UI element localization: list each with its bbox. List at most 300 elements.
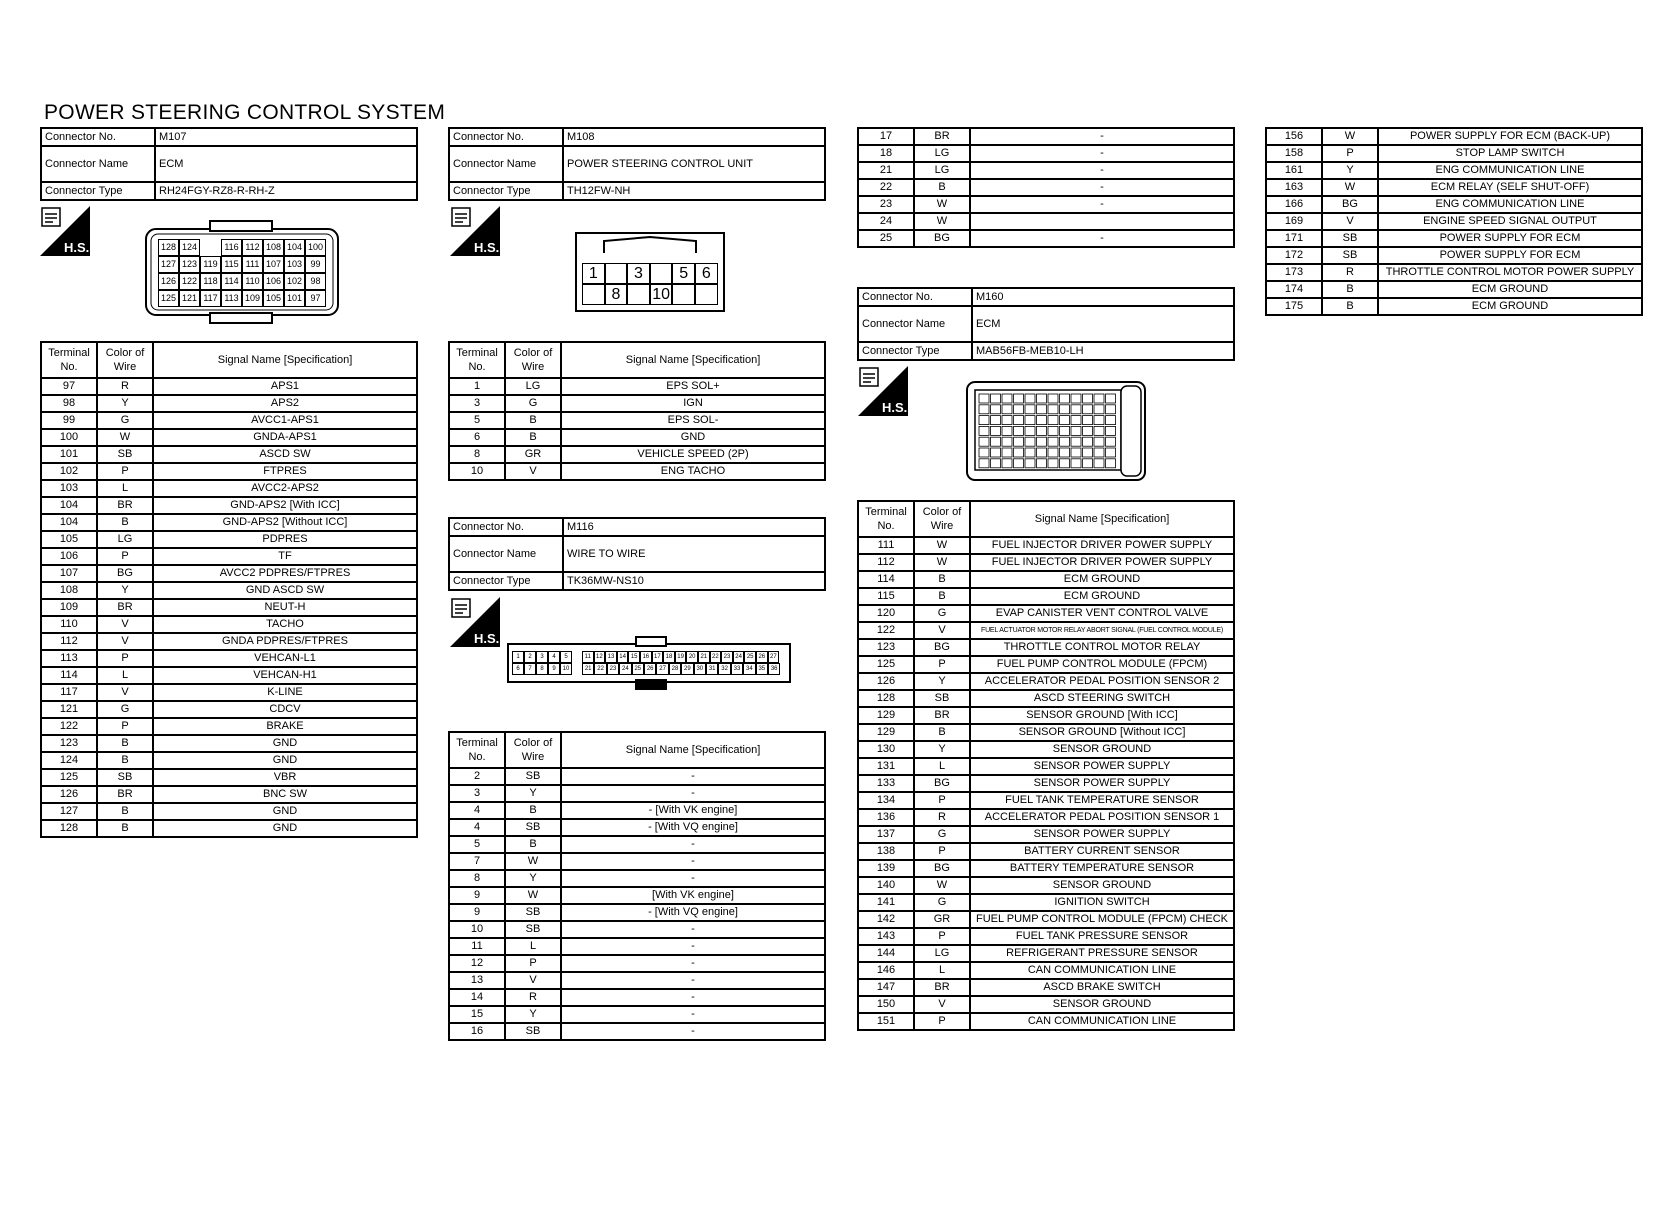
wire-color-cell: G [97, 412, 153, 429]
table-row [858, 622, 1234, 639]
connector-pin: 122 [179, 273, 200, 290]
wire-color-cell: Y [1322, 162, 1378, 179]
signal-name-cell: FUEL INJECTOR DRIVER POWER SUPPLY [970, 554, 1234, 571]
table-row [858, 979, 1234, 996]
signal-name-cell: SENSOR POWER SUPPLY [970, 775, 1234, 792]
terminal-cell: 114 [858, 571, 914, 588]
signal-name-cell: GND-APS2 [With ICC] [153, 497, 417, 514]
terminal-cell: 24 [858, 213, 914, 230]
header-signal: Signal Name [Specification] [561, 732, 825, 768]
wire-color-cell: B [97, 752, 153, 769]
connector-pin: 11 [582, 651, 594, 663]
terminal-cell: 150 [858, 996, 914, 1013]
table-row [858, 809, 1234, 826]
table-row [41, 582, 417, 599]
connector-pin: 101 [284, 290, 305, 307]
table-row [858, 962, 1234, 979]
terminal-cell: 102 [41, 463, 97, 480]
connector-pin: 20 [686, 651, 698, 663]
signal-name-cell: ACCELERATOR PEDAL POSITION SENSOR 2 [970, 673, 1234, 690]
connector-pin: 3 [627, 263, 650, 284]
connector-pin: 18 [663, 651, 675, 663]
table-row [41, 667, 417, 684]
terminal-cell: 8 [449, 870, 505, 887]
table-row [449, 972, 825, 989]
signal-name-cell: APS1 [153, 378, 417, 395]
table-row [41, 531, 417, 548]
connector-pin: 115 [221, 256, 242, 273]
table-row [858, 877, 1234, 894]
table-row [858, 758, 1234, 775]
wire-color-cell: P [914, 792, 970, 809]
table-row [449, 921, 825, 938]
table-row [1266, 281, 1642, 298]
terminal-cell: 10 [449, 921, 505, 938]
wire-color-cell: B [914, 179, 970, 196]
signal-name-cell: ENG COMMUNICATION LINE [1378, 162, 1642, 179]
signal-name-cell: CDCV [153, 701, 417, 718]
signal-name-cell: NEUT-H [153, 599, 417, 616]
m108-connector-face [574, 231, 726, 313]
wire-color-cell: B [505, 429, 561, 446]
connector-pin: 111 [242, 256, 263, 273]
connector-pin: 114 [221, 273, 242, 290]
signal-name-cell: ECM RELAY (SELF SHUT-OFF) [1378, 179, 1642, 196]
signal-name-cell: ECM GROUND [1378, 298, 1642, 315]
m116-connector-name: WIRE TO WIRE [563, 536, 825, 572]
wire-color-cell: V [97, 633, 153, 650]
signal-name-cell: GNDA-APS1 [153, 429, 417, 446]
wire-color-cell: G [914, 894, 970, 911]
connector-pin: 8 [536, 663, 548, 675]
wire-color-cell: W [97, 429, 153, 446]
label-connector-no: Connector No. [449, 128, 563, 146]
connector-pin: 25 [744, 651, 756, 663]
terminal-cell: 4 [449, 802, 505, 819]
connector-pin: 127 [158, 256, 179, 273]
signal-name-cell: FTPRES [153, 463, 417, 480]
signal-name-cell: AVCC2-APS2 [153, 480, 417, 497]
connector-pin: 31 [706, 663, 718, 675]
connector-pin: 121 [179, 290, 200, 307]
signal-name-cell: - [With VK engine] [561, 802, 825, 819]
signal-name-cell: VBR [153, 769, 417, 786]
wire-color-cell: P [914, 656, 970, 673]
terminal-cell: 123 [41, 735, 97, 752]
signal-name-cell: EVAP CANISTER VENT CONTROL VALVE [970, 605, 1234, 622]
m107-connector-name: ECM [155, 146, 417, 182]
wire-color-cell: SB [505, 904, 561, 921]
table-row [41, 769, 417, 786]
table-row [1266, 145, 1642, 162]
wire-color-cell: G [914, 605, 970, 622]
label-connector-type: Connector Type [858, 342, 972, 360]
signal-name-cell: THROTTLE CONTROL MOTOR RELAY [970, 639, 1234, 656]
table-row [858, 928, 1234, 945]
terminal-cell: 138 [858, 843, 914, 860]
label-connector-name: Connector Name [449, 536, 563, 572]
terminal-cell: 140 [858, 877, 914, 894]
table-row [858, 656, 1234, 673]
table-row [1266, 213, 1642, 230]
terminal-cell: 11 [449, 938, 505, 955]
table-row [449, 429, 825, 446]
connector-pin: 23 [607, 663, 619, 675]
svg-text:H.S.: H.S. [882, 400, 908, 415]
connector-pin [605, 263, 628, 284]
wire-color-cell: W [1322, 179, 1378, 196]
table-row [858, 860, 1234, 877]
terminal-cell: 133 [858, 775, 914, 792]
terminal-cell: 4 [449, 819, 505, 836]
connector-pin: 110 [242, 273, 263, 290]
terminal-cell: 143 [858, 928, 914, 945]
connector-pin: 8 [605, 284, 628, 305]
header-color: Color of Wire [505, 342, 561, 378]
terminal-cell: 100 [41, 429, 97, 446]
terminal-cell: 18 [858, 145, 914, 162]
signal-name-cell: - [561, 768, 825, 785]
terminal-cell: 125 [858, 656, 914, 673]
signal-name-cell: FUEL INJECTOR DRIVER POWER SUPPLY [970, 537, 1234, 554]
connector-pin: 17 [652, 651, 664, 663]
table-row [449, 1023, 825, 1040]
wire-color-cell: Y [505, 1006, 561, 1023]
header-color: Color of Wire [505, 732, 561, 768]
signal-name-cell: EPS SOL- [561, 412, 825, 429]
signal-name-cell: - [970, 162, 1234, 179]
table-row [858, 775, 1234, 792]
label-connector-name: Connector Name [449, 146, 563, 182]
wire-color-cell: B [97, 820, 153, 837]
terminal-cell: 1 [449, 378, 505, 395]
connector-pin: 36 [768, 663, 780, 675]
terminal-cell: 6 [449, 429, 505, 446]
terminal-cell: 7 [449, 853, 505, 870]
terminal-cell: 104 [41, 514, 97, 531]
m160-terminal-table [857, 500, 1235, 1031]
signal-name-cell: VEHCAN-L1 [153, 650, 417, 667]
wire-color-cell: BG [1322, 196, 1378, 213]
signal-name-cell: - [561, 921, 825, 938]
table-row [41, 378, 417, 395]
terminal-cell: 117 [41, 684, 97, 701]
wire-color-cell: BG [914, 860, 970, 877]
m108-connector-no: M108 [563, 128, 825, 146]
signal-name-cell: ECM GROUND [970, 571, 1234, 588]
connector-pin: 113 [221, 290, 242, 307]
wire-color-cell: R [97, 378, 153, 395]
signal-name-cell: CAN COMMUNICATION LINE [970, 962, 1234, 979]
table-row [41, 820, 417, 837]
connector-pin: 97 [305, 290, 326, 307]
signal-name-cell: FUEL TANK PRESSURE SENSOR [970, 928, 1234, 945]
terminal-cell: 5 [449, 836, 505, 853]
table-row [41, 616, 417, 633]
m116-connector-info [448, 517, 826, 591]
terminal-cell: 122 [41, 718, 97, 735]
table-row [449, 819, 825, 836]
label-connector-no: Connector No. [858, 288, 972, 306]
wire-color-cell: V [97, 684, 153, 701]
terminal-cell: 112 [41, 633, 97, 650]
terminal-cell: 151 [858, 1013, 914, 1030]
label-connector-type: Connector Type [41, 182, 155, 200]
table-row [41, 412, 417, 429]
wire-color-cell: V [97, 616, 153, 633]
terminal-cell: 130 [858, 741, 914, 758]
signal-name-cell: GND ASCD SW [153, 582, 417, 599]
signal-name-cell: APS2 [153, 395, 417, 412]
table-row [41, 599, 417, 616]
wire-color-cell: P [914, 843, 970, 860]
connector-pin: 3 [536, 651, 548, 663]
wire-color-cell: W [505, 887, 561, 904]
connector-pin: 15 [628, 651, 640, 663]
wire-color-cell: BG [914, 639, 970, 656]
signal-name-cell: SENSOR GROUND [970, 741, 1234, 758]
wire-color-cell: W [914, 554, 970, 571]
table-row [858, 537, 1234, 554]
connector-pin: 25 [632, 663, 644, 675]
terminal-cell: 15 [449, 1006, 505, 1023]
connector-pin: 16 [640, 651, 652, 663]
terminal-cell: 99 [41, 412, 97, 429]
connector-pin: 105 [263, 290, 284, 307]
wire-color-cell: B [505, 836, 561, 853]
terminal-cell: 10 [449, 463, 505, 480]
terminal-cell: 111 [858, 537, 914, 554]
m116-terminal-table [448, 731, 826, 1041]
connector-pin: 100 [305, 239, 326, 256]
wire-color-cell: L [914, 962, 970, 979]
signal-name-cell: ASCD STEERING SWITCH [970, 690, 1234, 707]
table-row [449, 989, 825, 1006]
table-row [41, 684, 417, 701]
terminal-cell: 123 [858, 639, 914, 656]
table-row [41, 633, 417, 650]
connector-pin: 126 [158, 273, 179, 290]
signal-name-cell: BATTERY TEMPERATURE SENSOR [970, 860, 1234, 877]
connector-pin [582, 284, 605, 305]
wire-color-cell: B [1322, 281, 1378, 298]
table-row [858, 588, 1234, 605]
terminal-cell: 127 [41, 803, 97, 820]
connector-pin: 29 [681, 663, 693, 675]
connector-pin: 117 [200, 290, 221, 307]
signal-name-cell: - [970, 179, 1234, 196]
terminal-cell: 2 [449, 768, 505, 785]
table-row [449, 904, 825, 921]
terminal-cell: 110 [41, 616, 97, 633]
signal-name-cell: FUEL ACTUATOR MOTOR RELAY ABORT SIGNAL (FUEL CONTROL MODULE) [970, 622, 1234, 639]
m160-terminal-table-continued [1265, 127, 1643, 316]
wire-color-cell: LG [914, 162, 970, 179]
wire-color-cell: P [914, 1013, 970, 1030]
wire-color-cell: Y [97, 395, 153, 412]
wire-color-cell: GR [914, 911, 970, 928]
harness-side-icon [858, 366, 908, 416]
terminal-cell: 174 [1266, 281, 1322, 298]
table-row [449, 836, 825, 853]
terminal-cell: 128 [858, 690, 914, 707]
wire-color-cell: Y [914, 673, 970, 690]
wire-color-cell: P [97, 463, 153, 480]
connector-pin: 6 [512, 663, 524, 675]
wire-color-cell: W [505, 853, 561, 870]
terminal-cell: 8 [449, 446, 505, 463]
terminal-cell: 3 [449, 785, 505, 802]
connector-pin: 9 [548, 663, 560, 675]
terminal-cell: 161 [1266, 162, 1322, 179]
terminal-cell: 134 [858, 792, 914, 809]
wire-color-cell: W [914, 537, 970, 554]
table-row [449, 1006, 825, 1023]
signal-name-cell: - [561, 785, 825, 802]
table-row [858, 1013, 1234, 1030]
terminal-cell: 112 [858, 554, 914, 571]
wire-color-cell: R [914, 809, 970, 826]
connector-pin: 10 [560, 663, 572, 675]
wire-color-cell: BG [914, 230, 970, 247]
connector-pin: 1 [582, 263, 605, 284]
signal-name-cell: GND [153, 735, 417, 752]
connector-pin [672, 284, 695, 305]
table-row [858, 571, 1234, 588]
terminal-cell: 113 [41, 650, 97, 667]
signal-name-cell: - [561, 972, 825, 989]
terminal-cell: 137 [858, 826, 914, 843]
table-row [858, 843, 1234, 860]
terminal-cell: 126 [41, 786, 97, 803]
connector-pin: 24 [619, 663, 631, 675]
wire-color-cell: G [914, 826, 970, 843]
connector-pin: 27 [768, 651, 780, 663]
connector-pin: 26 [644, 663, 656, 675]
signal-name-cell: TF [153, 548, 417, 565]
table-row [858, 179, 1234, 196]
m160-connector-name: ECM [972, 306, 1234, 342]
terminal-cell: 156 [1266, 128, 1322, 145]
signal-name-cell: ECM GROUND [970, 588, 1234, 605]
connector-pin: 2 [524, 651, 536, 663]
signal-name-cell: BRAKE [153, 718, 417, 735]
terminal-cell: 115 [858, 588, 914, 605]
table-row [858, 911, 1234, 928]
signal-name-cell: - [970, 196, 1234, 213]
wire-color-cell: SB [505, 819, 561, 836]
table-row [449, 412, 825, 429]
signal-name-cell: VEHCAN-H1 [153, 667, 417, 684]
connector-pin: 1 [512, 651, 524, 663]
table-row [449, 887, 825, 904]
header-terminal: Terminal No. [449, 342, 505, 378]
terminal-cell: 171 [1266, 230, 1322, 247]
signal-name-cell: - [With VQ engine] [561, 819, 825, 836]
m107-connector-face [144, 219, 340, 325]
terminal-cell: 9 [449, 904, 505, 921]
label-connector-no: Connector No. [41, 128, 155, 146]
signal-name-cell: - [561, 955, 825, 972]
table-row [858, 213, 1234, 230]
connector-pin: 112 [242, 239, 263, 256]
terminal-cell: 142 [858, 911, 914, 928]
table-row [41, 565, 417, 582]
terminal-cell: 25 [858, 230, 914, 247]
table-row [41, 650, 417, 667]
header-signal: Signal Name [Specification] [561, 342, 825, 378]
table-row [1266, 128, 1642, 145]
connector-pin: 30 [694, 663, 706, 675]
wire-color-cell: BR [97, 497, 153, 514]
wire-color-cell: LG [97, 531, 153, 548]
connector-pin: 21 [582, 663, 594, 675]
table-row [858, 894, 1234, 911]
signal-name-cell: ENGINE SPEED SIGNAL OUTPUT [1378, 213, 1642, 230]
table-row [41, 718, 417, 735]
wire-color-cell: Y [505, 870, 561, 887]
connector-pin: 109 [242, 290, 263, 307]
m107-connector-info [40, 127, 418, 201]
connector-pin: 27 [656, 663, 668, 675]
connector-pin: 21 [698, 651, 710, 663]
terminal-cell: 136 [858, 809, 914, 826]
signal-name-cell: TACHO [153, 616, 417, 633]
wire-color-cell: B [914, 588, 970, 605]
wire-color-cell: P [1322, 145, 1378, 162]
terminal-cell: 121 [41, 701, 97, 718]
signal-name-cell [970, 213, 1234, 230]
connector-pin: 98 [305, 273, 326, 290]
m116-connector-face [506, 635, 792, 691]
signal-name-cell: SENSOR GROUND [970, 877, 1234, 894]
table-row [449, 395, 825, 412]
connector-pin [627, 284, 650, 305]
svg-text:H.S.: H.S. [64, 240, 90, 255]
signal-name-cell: SENSOR GROUND [With ICC] [970, 707, 1234, 724]
signal-name-cell: IGNITION SWITCH [970, 894, 1234, 911]
m108-terminal-table [448, 341, 826, 481]
wire-color-cell: Y [914, 741, 970, 758]
table-row [858, 690, 1234, 707]
wire-color-cell: B [1322, 298, 1378, 315]
signal-name-cell: POWER SUPPLY FOR ECM [1378, 230, 1642, 247]
harness-side-icon [40, 206, 90, 256]
connector-pin: 35 [756, 663, 768, 675]
table-row [449, 955, 825, 972]
terminal-cell: 13 [449, 972, 505, 989]
signal-name-cell: FUEL PUMP CONTROL MODULE (FPCM) [970, 656, 1234, 673]
signal-name-cell: POWER SUPPLY FOR ECM [1378, 247, 1642, 264]
terminal-cell: 129 [858, 707, 914, 724]
terminal-cell: 172 [1266, 247, 1322, 264]
signal-name-cell: REFRIGERANT PRESSURE SENSOR [970, 945, 1234, 962]
terminal-cell: 21 [858, 162, 914, 179]
wire-color-cell: V [1322, 213, 1378, 230]
terminal-cell: 23 [858, 196, 914, 213]
connector-pin: 124 [179, 239, 200, 256]
table-row [858, 605, 1234, 622]
signal-name-cell: THROTTLE CONTROL MOTOR POWER SUPPLY [1378, 264, 1642, 281]
wire-color-cell: LG [505, 378, 561, 395]
terminal-cell: 131 [858, 758, 914, 775]
wire-color-cell: W [1322, 128, 1378, 145]
signal-name-cell: - [970, 145, 1234, 162]
table-row [41, 463, 417, 480]
table-row [858, 639, 1234, 656]
signal-name-cell: SENSOR POWER SUPPLY [970, 826, 1234, 843]
signal-name-cell: PDPRES [153, 531, 417, 548]
